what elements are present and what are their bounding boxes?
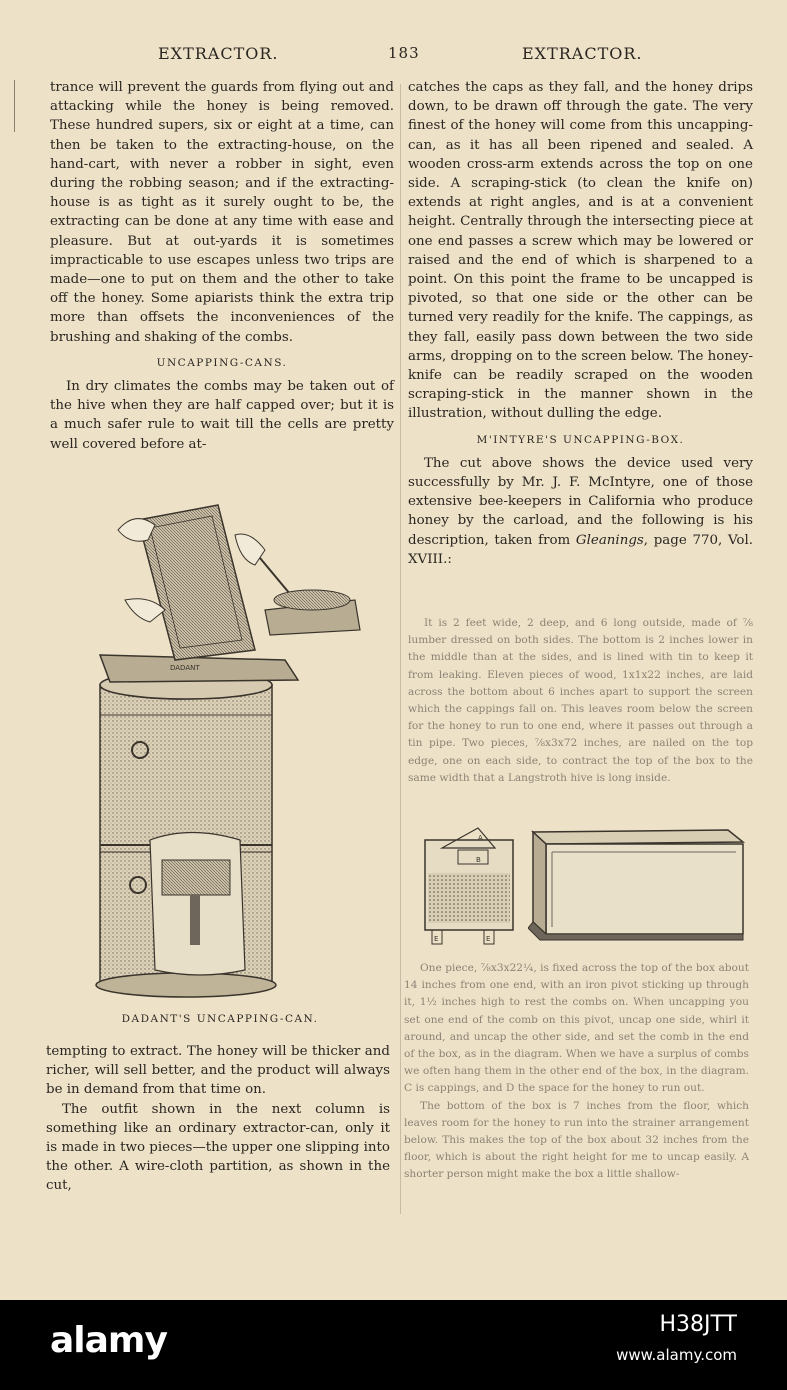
diagram-label-e1: E — [434, 935, 439, 943]
can-lid-label: DADANT — [170, 664, 200, 672]
figure-caption-dadant: DADANT'S UNCAPPING-CAN. — [121, 1013, 319, 1025]
source-title: Gleanings — [575, 532, 644, 548]
header-right: EXTRACTOR. — [522, 44, 643, 63]
section-heading-mcintyre: M'INTYRE'S UNCAPPING-BOX. — [476, 433, 685, 446]
paragraph-text: The cut above shows the device used very successfully by Mr. J. F. McIntyre, one of those extensive bee-keepers in California who produce honey by the carload, and the following is his description, taken from — [408, 455, 753, 548]
uncapping-can-illustration — [80, 500, 370, 1005]
paragraph: trance will prevent the guards from flying out and attacking while the honey is being removed. These hundred supers, six or eight at a time, can then be taken to the extracting-house, on the hand-cart, with never a robber in sight, even during the robbing season; and if the extracting-house is as tight as it surely ought to be, the extracting can be done at any time with ease and pleasure. But at out-yards it is sometimes impracticable to use escapes unless two trips are made—one to put on them and the other to take off the honey. Some apiarists think the extra trip more than offsets the inconveniences of the brushing and shaking of the combs. — [50, 80, 394, 345]
paragraph: It is 2 feet wide, 2 deep, and 6 long outside, made of ⅞ lumber dressed on both sides. The bottom is 2 inches lower in the middle than at the sides, and is lined with tin to keep it from leaking. Eleven pieces of wood, 1x1x22 inches, are laid across the bottom about 6 inches apart to support the screen which the cappings fall on. This leaves room below the screen for the honey to run to one end, where it passes out through a tin pipe. Two pieces, ⅞x3x72 inches, are nailed on the top edge, one on each side, to contract the top of the box to the same width that a Langstroth hive is long inside. — [408, 617, 753, 784]
paragraph: In dry climates the combs may be taken out of the hive when they are half capped over; but it is a much safer rule to wait till the cells are pretty well covered before at- — [50, 379, 394, 452]
column-left-bottom — [46, 1042, 390, 1196]
column-divider — [400, 84, 401, 1214]
stock-image-id: H38JTT — [659, 1312, 737, 1337]
page-number: 183 — [388, 44, 420, 62]
watermark-logo: alamy — [50, 1320, 167, 1361]
paragraph — [408, 454, 753, 569]
column-left-top — [50, 78, 394, 454]
diagram-label-a: A — [478, 834, 483, 842]
diagram-label-b: B — [476, 856, 481, 864]
section-heading-uncapping-cans: UNCAPPING-CANS. — [156, 356, 288, 369]
paragraph: The outfit shown in the next column is something like an ordinary extractor-can, only it is made in two pieces—the upper one slipping into the other. A wire-cloth partition, as shown in the cut, — [46, 1101, 390, 1194]
paragraph: catches the caps as they fall, and the honey drips down, to be drawn off through the gate. The very finest of the honey will come from this uncapping-can, as it has all been ripened and sealed. A wooden cross-arm extends across the top on one side. A scraping-stick (to clean the knife on) extends at right angles, and is at a convenient height. Centrally through the intersecting piece at one end passes a screw which may be lowered or raised and the end of which is sharpened to a point. On this point the frame to be uncapped is pivoted, so that one side or the other can be turned very readily for the knife. The cappings, as they fall, easily pass down between the two side arms, dropping on to the screen below. The honey-knife can be readily scraped on the wooden scraping-stick in the manner shown in the illustration, without dulling the edge. — [408, 80, 753, 422]
paragraph: One piece, ⅞x3x22¼, is fixed across the top of the box about 14 inches from one end, with an iron pivot sticking up through it, 1½ inches high to rest the combs on. When uncapping you set one end of the comb on this pivot, uncap one side, whirl it around, and uncap the other side, and set the comb in the end of the box, as in the diagram. When we have a surplus of combs we often hang them in the other end of the box, in the diagram. C is cappings, and D the space for the honey to run out. — [404, 962, 749, 1095]
column-right-top — [408, 78, 753, 569]
paragraph: tempting to extract. The honey will be thicker and richer, will sell better, and the product will always be in demand from that time on. — [46, 1044, 390, 1098]
paragraph-text: , page 770, Vol. XVIII.: — [408, 532, 753, 567]
stock-site-url: www.alamy.com — [616, 1346, 737, 1364]
running-header — [0, 44, 787, 68]
margin-bracket — [14, 80, 18, 132]
paragraph: The bottom of the box is 7 inches from the floor, which leaves room for the honey to run into the strainer arrangement below. This makes the top of the box about 32 inches from the floor, which is about the right height for me to uncap easily. A shorter person might make the box a little shallow- — [404, 1099, 749, 1181]
quoted-description — [408, 615, 753, 787]
uncapping-box-diagram — [420, 818, 520, 950]
uncapping-box-illustration — [528, 822, 754, 946]
diagram-label-e2: E — [486, 935, 491, 943]
quoted-description-continued — [404, 960, 749, 1184]
header-left: EXTRACTOR. — [158, 44, 279, 63]
